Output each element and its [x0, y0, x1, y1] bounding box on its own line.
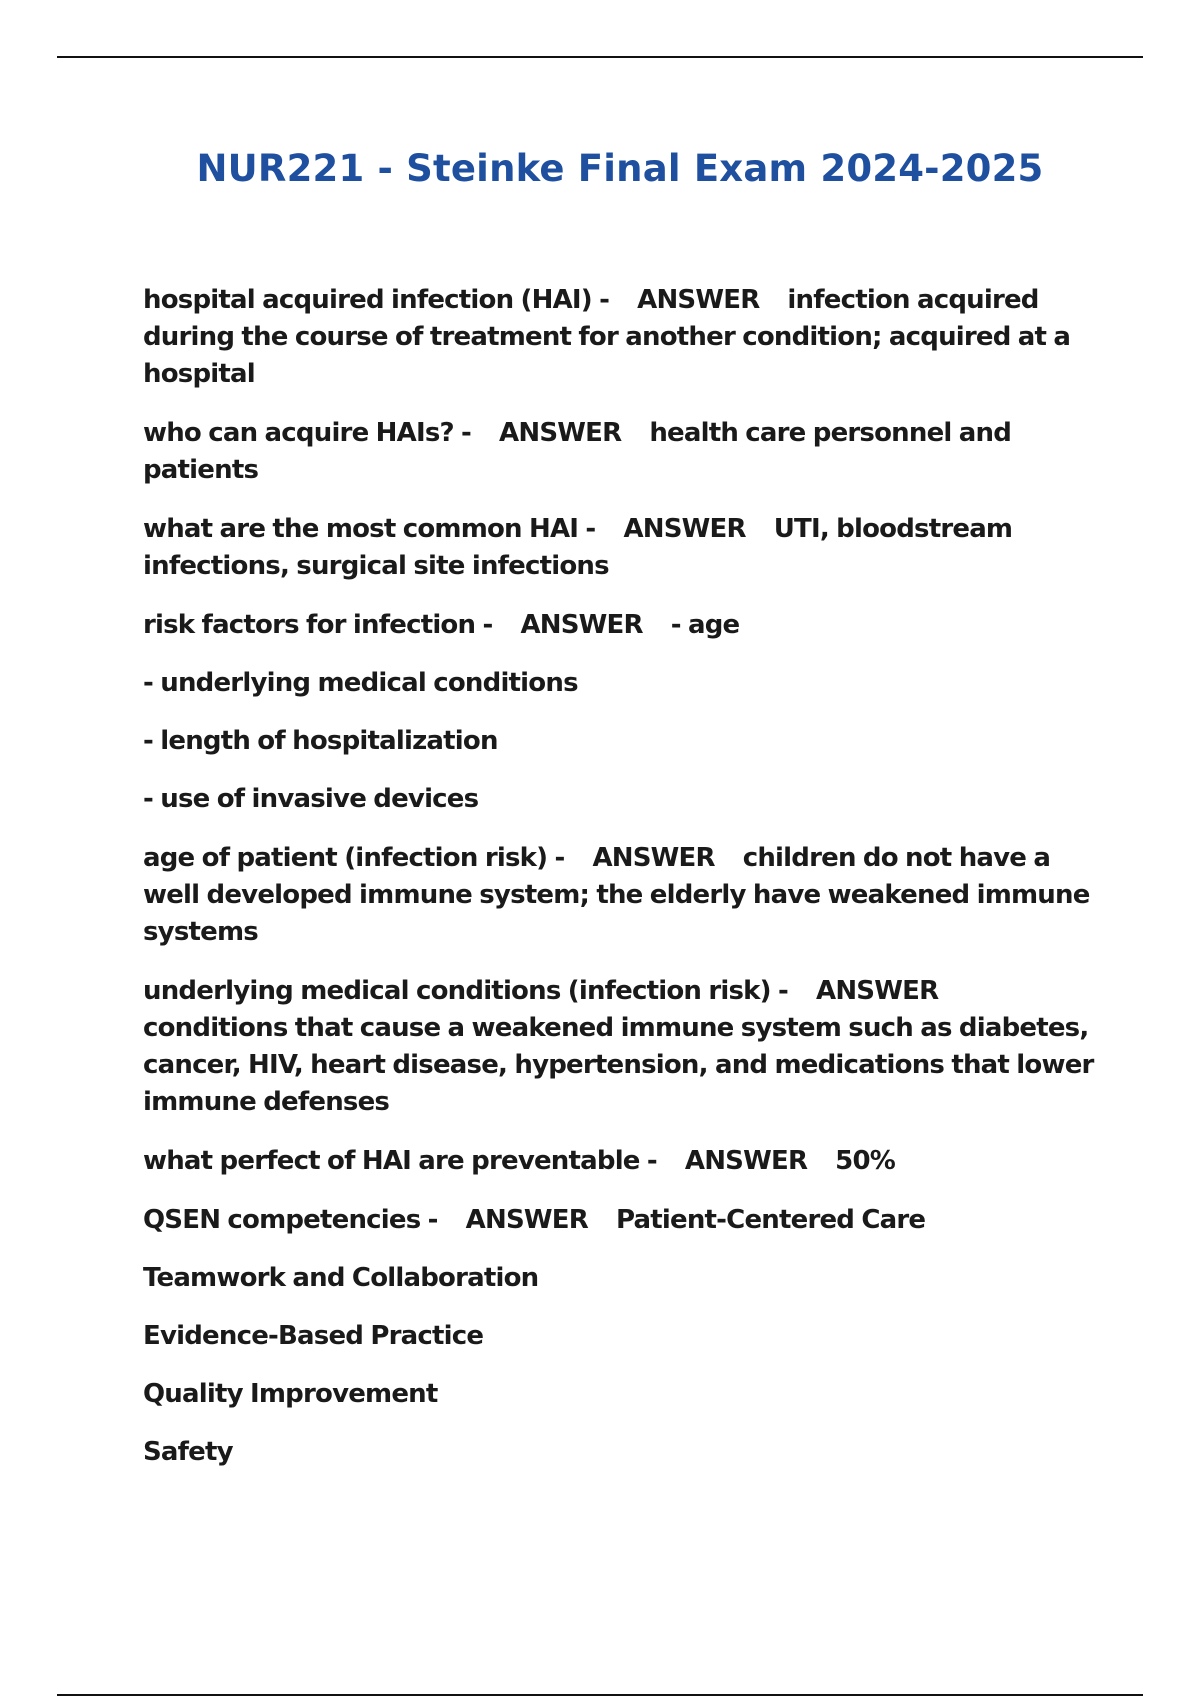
answer-text: 50% [835, 1146, 896, 1176]
list-line: Quality Improvement [143, 1379, 438, 1409]
page-title: NUR221 - Steinke Final Exam 2024-2025 [196, 147, 1044, 190]
answer-text: - age [670, 610, 740, 640]
qa-entry [143, 282, 1103, 393]
document-body [143, 282, 1103, 1492]
question-text: age of patient (infection risk) - [143, 843, 565, 873]
answer-label: ANSWER [623, 514, 746, 544]
question-text: who can acquire HAIs? - [143, 418, 472, 448]
answer-text: children do not have a well developed immune system; the elderly have weakened immune systems [143, 843, 1090, 947]
qa-entry [143, 973, 1103, 1121]
question-text: what perfect of HAI are preventable - [143, 1146, 657, 1176]
list-line: - use of invasive devices [143, 784, 479, 814]
list-line: Evidence-Based Practice [143, 1321, 484, 1351]
question-text: underlying medical conditions (infection risk) - [143, 976, 789, 1006]
qa-entry [143, 840, 1103, 951]
answer-text: health care personnel and patients [143, 418, 1012, 485]
answer-label: ANSWER [465, 1205, 588, 1235]
answer-label: ANSWER [520, 610, 643, 640]
answer-label: ANSWER [637, 285, 760, 315]
answer-text: conditions that cause a weakened immune system such as diabetes, cancer, HIV, heart disease, hypertension, and medications that lower immune defenses [143, 1013, 1094, 1117]
question-text: risk factors for infection - [143, 610, 493, 640]
answer-label: ANSWER [816, 976, 939, 1006]
question-text: hospital acquired infection (HAI) - [143, 285, 610, 315]
answer-text: UTI, bloodstream infections, surgical site infections [143, 514, 1013, 581]
qa-entry [143, 511, 1103, 585]
answer-text: Patient-Centered Care [615, 1205, 926, 1235]
answer-text: infection acquired during the course of treatment for another condition; acquired at a hospital [143, 285, 1071, 389]
qa-entry [143, 1143, 1103, 1180]
answer-label: ANSWER [592, 843, 715, 873]
list-line: Safety [143, 1437, 233, 1467]
bottom-rule [57, 1694, 1143, 1696]
top-rule [57, 56, 1143, 58]
question-text: what are the most common HAI - [143, 514, 596, 544]
qa-entry [143, 415, 1103, 489]
list-line: Teamwork and Collaboration [143, 1263, 539, 1293]
answer-label: ANSWER [684, 1146, 808, 1176]
qa-entry [143, 607, 1103, 644]
question-text: QSEN competencies - [143, 1205, 438, 1235]
list-line: - length of hospitalization [143, 726, 498, 756]
list-line: - underlying medical conditions [143, 668, 578, 698]
answer-label: ANSWER [499, 418, 622, 448]
qa-entry [143, 1202, 1103, 1239]
